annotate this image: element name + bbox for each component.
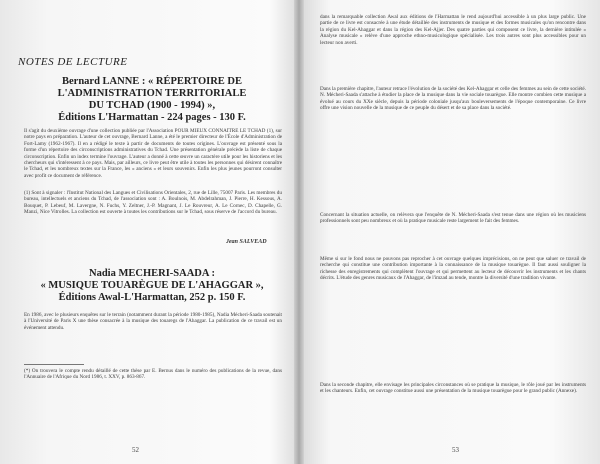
review2-footnote: (*) On trouvera le compte rendu détaillé de cette thèse par E. Bernus dans le numéro des publications de la revue, dans l'Annuaire de l'Afrique du Nord 1986, t. XXV, p. 863-867. <box>24 368 282 381</box>
review1-signature: Jean SALVEAD <box>226 239 267 245</box>
review2-heading-line: Nadia MECHERI-SAADA : <box>88 268 215 279</box>
right-paragraph: dans la remarquable collection Awal aux éditions de l'Harmattan le rend aujourd'hui accessible à un plus large public. Une partie de ce livre est consacrée à une étude détaillée des instruments de musique et des formes musicales qu'on rencontre dans la région du Kel-Ahaggar et dans la région des Kel-Ajjer. Des quatre parties qui composent ce livre, la dernière intitulée « Analyse musicale » relève d'une approche ethno-musicologique spécialisée. Les trois autres sont plus accessibles pour un lecteur non averti. <box>320 14 586 46</box>
review2-heading-line: Éditions Awal-L'Harmattan, 252 p. 150 F. <box>58 292 246 303</box>
section-label: NOTES DE LECTURE <box>18 56 128 68</box>
left-page <box>0 0 294 464</box>
review1-footnote: (1) Sont à signaler : l'Institut National des Langues et Civilisations Orientales, 2, rue de Lille, 75007 Paris. Les membres du bureau, intellectuels et anciens du Tchad, de l'association sont : A. Boulnois, M. Abdelrahman, J. Pierre, H. Kessous, A. Bouquet, P. Lebeuf, M. Lavergne, N. Fuchs, Y. Zeltner, J.-P. Magnant, J. Le Rouvreur, A. Le Cornec, D. Chapelle, G. Manzi, Nice Vitrolles. La collection est ouverte à toutes les contributions sur le Tchad, sous réserve de l'accord du bureau. <box>24 190 282 216</box>
right-paragraph: Même si sur le fond nous ne pouvons pas reprocher à cet ouvrage quelques imprécisions, on ne peut que saluer ce travail de recherche qui constitue une contribution importante à la connaissance de la musique touarègue. Il faut aussi souligner la richesse des enregistrements qui complètent l'ouvrage et qui permettent au lecteur de découvrir les instruments et les chants décrits. L'étude des genres musicaux de l'Ahaggar, de l'imzad au tende, montre la diversité d'une tradition vivante. <box>320 256 586 282</box>
review1-heading <box>22 76 282 124</box>
review1-heading-line: Bernard LANNE : « RÉPERTOIRE DE <box>62 76 242 87</box>
review2-heading <box>22 268 282 304</box>
right-paragraph: Concernant la situation actuelle, on relèvera que l'enquête de N. Mécheri-Saada s'est tenue dans une région où les musiciens professionnels sont peu nombreux et où la pratique musicale reste largement le fait des femmes. <box>320 212 586 225</box>
review1-heading-line: DU TCHAD (1900 - 1994) », <box>88 100 216 111</box>
right-paragraph: Dans la première chapitre, l'auteur retrace l'évolution de la société des Kel-Ahaggar et celle des femmes au sein de cette société. N. Mécheri-Saada s'attache à étudier la place de la musique dans la vie sociale touarègue. Elle montre combien cette musique a évolué au cours du XXe siècle, depuis la période coloniale jusqu'aux bouleversements de l'époque contemporaine. Ce livre offre une vision nouvelle de la musique de ce peuple du désert et de sa place dans la société. <box>320 86 586 112</box>
book-gutter <box>294 0 304 464</box>
left-page-number: 52 <box>132 446 139 454</box>
right-page <box>304 0 600 464</box>
review1-heading-line: L'ADMINISTRATION TERRITORIALE <box>57 88 247 99</box>
review1-heading-line: Éditions L'Harmattan - 224 pages - 130 F. <box>58 112 246 123</box>
right-paragraph: Dans la seconde chapitre, elle envisage les principales circonstances où se pratique la musique, le rôle joué par les instruments et les chanteurs. Enfin, cet ouvrage constitue aussi une présentation de la musique touarègue pour le grand public (Annexe). <box>320 382 586 395</box>
right-page-number: 53 <box>452 446 459 454</box>
footnote-rule <box>24 364 84 365</box>
review1-body: Il s'agit du deuxième ouvrage d'une collection publiée par l'Association POUR MIEUX CONNAÎTRE LE TCHAD (1), sur notre pays en préparation. L'auteur de cet ouvrage, Bernard Lanne, a été le premier directeur de l'École d'Administration de Fort-Lamy (1962-1967). Il en a rédigé le texte à partir de documents de toutes origines. L'ouvrage est présenté sous la forme d'un répertoire des circonscriptions administratives du Tchad. Une présentation générale précède la liste de chaque circonscription. Enfin un index termine l'ouvrage. L'auteur a donné à cette œuvre un caractère utile pour les historiens et les chercheurs qui s'intéressent à ce pays. Mais, par ailleurs, ce livre peut être utile à toutes les personnes qui désirent connaître le Tchad, et les nombreux textes sur la France, les « anciens » et leurs souvenirs. Enfin les plus jeunes pourront consulter avec profit ce document de référence. <box>24 128 282 179</box>
review2-heading-line: « MUSIQUE TOUARÈGUE DE L'AHAGGAR », <box>40 280 264 291</box>
review2-body: En 1986, avec le plusieurs enquêtes sur le terrain (notamment durant la période 1980-1985), Nadia Mécheri-Saada soutenait à l'Université de Paris X une thèse consacrée à la musique des touaregs de l'Ahaggar. La publication de ce travail est un événement attendu. <box>24 312 282 331</box>
